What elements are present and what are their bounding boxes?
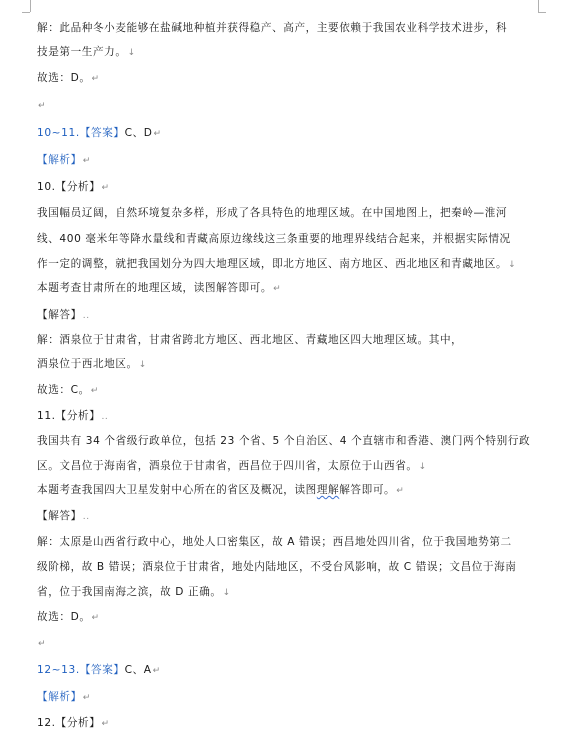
- analysis-heading: [37, 690, 91, 705]
- text-line: [37, 308, 90, 323]
- answer-line: [37, 663, 161, 678]
- paragraph-mark: ↵: [90, 386, 99, 396]
- answer-label: 【答案】: [79, 664, 125, 676]
- paragraph-mark: ..: [82, 512, 90, 522]
- line-text: 技是第一生产力。: [37, 46, 127, 58]
- line-text: 我国共有 34 个省级行政单位，包括 23 个省、5 个自治区、4 个直辖市和香港、澳门两个特别行政: [37, 435, 531, 447]
- line-text: 【解答】: [37, 309, 82, 321]
- line-text: 故选：D。: [37, 611, 91, 623]
- line-break-mark: ↓: [127, 48, 136, 58]
- margin-crop-mark-right-h: [538, 12, 546, 13]
- paragraph-mark: ↵: [91, 74, 100, 84]
- margin-crop-mark-right: [538, 0, 539, 12]
- line-text: 本题考查甘肃所在的地理区域，读图解答即可。: [37, 282, 273, 294]
- line-text: 故选：D。: [37, 72, 91, 84]
- line-text: 解：此品种冬小麦能够在盐碱地种植并获得稳产、高产，主要依赖于我国农业科学技术进步，科: [37, 22, 508, 34]
- text-line: [37, 483, 404, 498]
- paragraph-mark: ↵: [38, 639, 47, 649]
- line-text: 【解析】: [37, 154, 82, 166]
- paragraph-mark: ..: [101, 412, 109, 422]
- line-text: 【解答】: [37, 510, 82, 522]
- line-text: 本题考查我国四大卫星发射中心所在的省区及概况，读图: [37, 484, 317, 496]
- spellcheck-underlined-text: 理解: [316, 484, 340, 496]
- text-line: [37, 180, 110, 195]
- text-line: [37, 409, 108, 424]
- line-text: 酒泉位于西北地区。: [37, 358, 138, 370]
- line-text: 解：酒泉位于甘肃省，甘肃省跨北方地区、西北地区、青藏地区四大地理区域。其中，: [37, 334, 463, 346]
- text-line: [37, 357, 147, 372]
- line-text: 省，位于我国南海之滨，故 D 正确。: [37, 586, 222, 598]
- analysis-heading: [37, 153, 91, 168]
- text-line: [37, 610, 100, 625]
- text-line: [37, 45, 136, 60]
- line-text: 【解析】: [37, 691, 82, 703]
- paragraph-mark: ↵: [91, 613, 100, 623]
- paragraph-mark: ..: [82, 311, 90, 321]
- text-line: [37, 281, 281, 296]
- paragraph-mark: ↵: [101, 719, 110, 729]
- empty-line: [37, 98, 46, 113]
- paragraph-mark: ↵: [396, 486, 405, 496]
- question-range: 12~13.: [37, 664, 80, 676]
- text-line: [37, 333, 463, 348]
- line-text: 12.【分析】: [37, 717, 101, 729]
- text-line: [37, 232, 512, 247]
- paragraph-mark: ↵: [152, 666, 161, 676]
- margin-crop-mark-left: [30, 0, 31, 12]
- text-line: [37, 509, 90, 524]
- paragraph-mark: ↵: [153, 129, 162, 139]
- text-line: [37, 560, 517, 575]
- text-line: [37, 716, 110, 731]
- text-line: [37, 206, 508, 221]
- text-line: [37, 434, 531, 449]
- text-line: [37, 71, 100, 86]
- text-line: [37, 21, 508, 36]
- answer-label: 【答案】: [79, 127, 125, 139]
- line-text: 11.【分析】: [37, 410, 101, 422]
- answer-value: C、A: [124, 664, 152, 676]
- line-text: 故选：C。: [37, 384, 90, 396]
- text-line: [37, 535, 513, 550]
- margin-crop-mark-left-h: [22, 12, 30, 13]
- line-break-mark: ↓: [222, 588, 231, 598]
- text-line: [37, 585, 231, 600]
- line-text: 10.【分析】: [37, 181, 101, 193]
- paragraph-mark: ↵: [82, 156, 91, 166]
- line-text: 级阶梯，故 B 错误；酒泉位于甘肃省，地处内陆地区，不受台风影响，故 C 错误；文昌位于海南: [37, 561, 517, 573]
- paragraph-mark: ↵: [101, 183, 110, 193]
- empty-line: [37, 636, 46, 651]
- line-text: 作一定的调整，就把我国划分为四大地理区域，即北方地区、南方地区、西北地区和青藏地区。: [37, 258, 508, 270]
- line-break-mark: ↓: [418, 462, 427, 472]
- paragraph-mark: ↵: [273, 284, 282, 294]
- line-text: 区。文昌位于海南省，酒泉位于甘肃省，西昌位于四川省，太原位于山西省。: [37, 460, 418, 472]
- question-range: 10~11.: [37, 127, 80, 139]
- answer-line: [37, 126, 162, 141]
- line-break-mark: ↓: [508, 260, 517, 270]
- line-text: 解：太原是山西省行政中心，地处人口密集区，故 A 错误；西昌地处四川省，位于我国地势第二: [37, 536, 512, 548]
- line-break-mark: ↓: [138, 360, 147, 370]
- paragraph-mark: ↵: [38, 101, 47, 111]
- text-line: [37, 459, 427, 474]
- text-line: [37, 257, 516, 272]
- line-text: 解答即可。: [339, 484, 396, 496]
- text-line: [37, 383, 99, 398]
- line-text: 线、400 毫米年等降水量线和青藏高原边缘线这三条重要的地理界线结合起来，并根据实际情况: [37, 233, 511, 245]
- line-text: 我国幅员辽阔，自然环境复杂多样，形成了各具特色的地理区域。在中国地图上，把秦岭—淮河: [37, 207, 508, 219]
- paragraph-mark: ↵: [82, 693, 91, 703]
- answer-value: C、D: [124, 127, 153, 139]
